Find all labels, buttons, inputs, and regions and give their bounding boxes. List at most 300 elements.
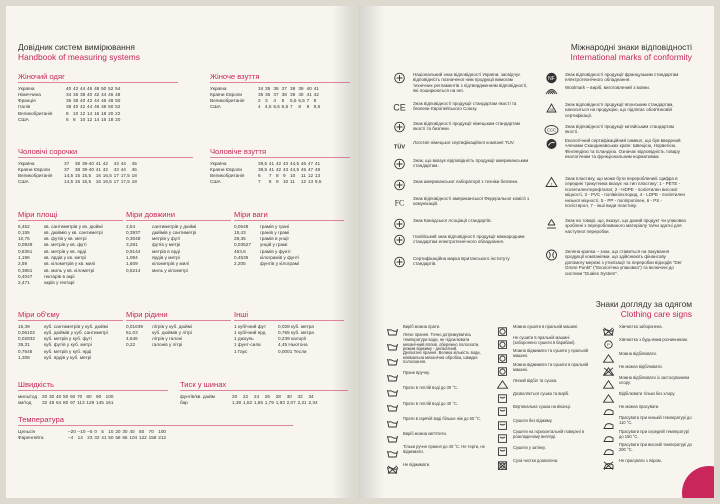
table-cell: 17,5 [120,179,130,185]
ukraine-conformity-mark-icon [392,72,407,84]
marks-title-ua: Міжнародні знаки відповідності [570,42,692,52]
table-cell: 70 [148,428,154,434]
section-rule [18,82,178,83]
conversion-value: 0,6214 [126,267,141,273]
non-chlorine-bleach-icon [602,390,615,399]
tyre-section [180,380,348,406]
section-title: Міри об'єму [18,310,60,319]
table-cell: 43 [282,166,289,172]
section-title: Міри рідини [126,310,168,319]
conversion-text: куб. дюймів у куб. сантиметрі [44,329,108,335]
table-cell: 44 [120,160,126,166]
page-title-ua: Довідник систем вимірювання [18,42,135,52]
table-row [18,400,115,406]
row-label: Україна [210,85,227,91]
table-cell: 26 [264,393,270,399]
care-description: Можна віджимати та сушити у пральній машині. [513,348,589,359]
care-description: Сушити на горизонтальній поверхні в розкладеному вигляді. [513,428,585,439]
table-cell: 42 [102,166,108,172]
table-cell: 8 [268,179,272,185]
table-cell: 17 [113,173,119,179]
length-section [126,210,231,274]
care-sign-item [496,416,594,427]
speed-section [18,380,168,406]
temperature-section [18,415,293,441]
table-cell: 50 [115,98,121,104]
table-cell: 8 [298,104,301,110]
table-cell: 14 [87,110,93,116]
care-description: Прати в теплій воді до 30 °С. [403,385,459,391]
table-cell: 97 [70,399,76,405]
table-cell: 54 [115,85,121,91]
conversion-text: грамів у фунті [260,248,291,254]
drip-dry-icon [496,417,509,426]
conversion-text: фунтів у кілограмі [260,261,300,267]
care-description: Хімчистка заборонена. [619,324,663,330]
table-cell: 64 [56,399,62,405]
table-cell: 5 [101,428,104,434]
row-label: Країни Європи [210,91,242,97]
men-shirts-section [18,147,193,186]
table-cell: 35 [265,85,271,91]
table-cell: 16,5 [102,179,112,185]
table-cell: 18 [101,110,107,116]
table-cell: 36 [66,98,72,104]
care-sign-item [496,389,594,400]
care-description: Відбілювати тільки без хлору. [619,391,676,397]
section-title: Міри довжини [126,210,175,219]
conversion-value: 1,308 [18,355,30,361]
care-sign-item [386,349,486,365]
conformity-mark-item [544,124,686,136]
women-shoes-section [210,72,350,111]
area-section [18,210,123,287]
table-cell: 68 [115,434,121,440]
table-cell: 44,5 [289,160,300,166]
table-cell: 17,5 [120,173,130,179]
conversion-value: 0,7646 [18,348,33,354]
table-cell: 47 [307,160,314,166]
section-title: Чоловічі сорочки [18,147,78,156]
care-title-ua: Знаки догляду за одягом [595,299,692,309]
table-cell: 42 [102,160,108,166]
table-cell: 5,5 [273,104,280,110]
care-description: Сушити без віджиму. [513,417,553,423]
table-cell: 16,5 [102,173,112,179]
table-cell: 41 [306,91,312,97]
table-cell: 1,79 [264,399,274,405]
table-cell: 37 [281,85,287,91]
table-cell: 9 [306,104,310,110]
care-description: Не можна прасувати. [619,404,660,410]
nordic-swan-icon [544,138,559,150]
table-cell: 1,65 [253,399,263,405]
conversion-value: 61,03 [126,329,138,335]
row-label: Україна [18,160,35,166]
table-cell: 40 [298,91,304,97]
table-cell: 6 [258,173,261,179]
table-cell: 10 [289,173,296,179]
conformity-mark-item [392,140,532,152]
table-cell: 16 [95,173,101,179]
wash-40-icon [386,399,399,408]
row-label: Німеччина [18,91,41,97]
conformity-mark-item [544,138,686,160]
care-description: Можна відбілювати із застосуванням хлору. [619,375,690,385]
table-cell: 129 [86,399,95,405]
conversion-table [126,324,194,349]
table-row [126,324,194,330]
tuv-mark-icon [392,140,407,152]
etl-mark-icon [392,179,407,191]
table-cell: 32 [42,399,48,405]
tumble-dry-high-icon [496,363,509,372]
care-sign-item [602,389,692,400]
care-description: Прати в теплій воді до 40 °С. [403,400,459,406]
table-cell: 80 [63,399,69,405]
conversion-text: акрів у гектарі [44,280,75,286]
table-cell: 39,5 [258,166,268,172]
care-sign-item [386,399,486,410]
wash-any-icon [386,323,399,332]
section-rule [126,220,231,221]
table-cell: 30 [122,428,128,434]
conversion-value: 0,3937 [126,229,141,235]
table-cell: 70 [77,393,83,399]
mark-description: Знак, що вказує відповідність продукції американським стандартам. [413,158,529,169]
table-row [210,104,322,110]
conversion-value: 16,39 [18,323,30,329]
row-label: Італія [18,104,31,110]
table-cell: 145 [95,399,104,405]
mark-description: Знак відповідності продукції французьким стандартам електротехнічного обладнання. [565,72,679,83]
table-cell: 35 [258,91,264,97]
table-cell: 41 [268,160,275,166]
no-steam-icon [602,457,615,466]
table-cell: 24 [253,393,260,399]
table-cell: 18 [131,179,137,185]
row-label: Великобританія [210,98,245,104]
conversion-text: 0,0001 Тесли [278,348,307,354]
care-sign-item [496,335,594,346]
table-cell: 42 [73,85,79,91]
table-cell: 48 [108,98,114,104]
conversion-text: 0,028 куб. метра [278,323,314,329]
conformity-mark-item [544,102,686,118]
fc-mark-icon [392,196,407,208]
care-description: Можна сушити в пральній машині. [513,324,579,330]
table-cell: 41 [314,160,321,166]
table-cell: –5 [87,428,93,434]
table-cell: 100 [158,428,167,434]
section-rule [126,320,231,321]
table-cell: 7 [258,179,261,185]
section-title: Швидкість [18,380,54,389]
table-cell: 86 [122,434,128,440]
table-cell: 16 [94,110,100,116]
row-label: Франція [18,98,36,104]
care-sign-item [602,429,692,440]
conversion-value: 453,6 [234,248,246,254]
mark-description: Знак американської лабораторії з техніки безпеки. [413,179,519,184]
tumble-dry-low-icon [496,336,509,345]
row-label: США [210,179,221,185]
table-cell: 39-40 [81,160,94,166]
ul-mark-icon [392,158,407,170]
conversion-value: 2,471 [18,280,30,286]
table-cell: 12 [80,110,86,116]
gs-mark-icon [392,121,407,133]
table-cell: 38 [80,91,86,97]
conversion-value: 0,22 [126,342,136,348]
table-cell: 41 [313,85,319,91]
table-cell: 36 [73,91,79,97]
volume-section [18,310,123,361]
table-cell: 38 [281,91,287,97]
section-rule [18,425,293,426]
table-cell: 36 [273,85,279,91]
table-cell: 39-40 [81,166,94,172]
conversion-value: 0,8361 [18,248,33,254]
no-bleach-icon [602,363,615,372]
table-cell: 46 [300,160,307,166]
left-page [6,6,354,498]
conversion-value: 2,59 [18,261,28,267]
mark-description: Екологічний сертифікаційний символ, що був введений членами Скандинавських країн: Швецією, Норвегією, Фінляндією та Ісландією. Означає відповідність товару екологічним та функціональним нормативам. [565,138,681,160]
dry-flat-icon [496,390,509,399]
conversion-value: 1 фунт-сила [234,342,261,348]
conversion-value: 0,0929 [18,242,33,248]
conversion-value: 1 кубічний фут [234,323,266,329]
care-description: Прати в гарячій воді більше ніж до 60 °С. [403,415,482,421]
conversion-value: 0,01639 [126,323,143,329]
table-row [234,261,301,267]
table-cell: 30 [286,393,292,399]
table-cell: 39,5 [258,160,268,166]
jis-mark-icon [544,102,559,114]
care-sign-item [602,402,692,413]
dry-in-shade-icon [496,430,509,439]
table-cell: 42 [80,104,86,110]
conversion-value: 3,281 [126,242,138,248]
mark-description: Знак відповідності продукції китайським стандартам якості. [565,124,675,135]
care-description: Прасувати при високій температурі до 200 °С. [619,442,692,452]
care-sign-item [496,402,594,413]
conformity-mark-item [544,72,686,84]
care-sign-item [386,368,486,379]
conversion-text: ярдів у метрі [152,255,180,261]
conformity-mark-item [544,176,686,208]
table-row [126,268,198,274]
section-title: Чоловіче взуття [210,147,267,156]
table-cell: 23 [87,434,93,440]
table-cell: 4 [273,98,276,104]
care-sign-item [496,376,594,387]
table-cell: 38 [290,85,296,91]
table-cell: 1,93 [275,399,285,405]
table-cell: 37 [64,160,70,166]
svg-text:CE: CE [393,102,406,113]
section-rule [180,390,348,391]
section-title: Міри площі [18,210,58,219]
mark-description: Знак відповідності американської Федеральної комісії з комунікацій. [413,196,530,207]
table-cell: 2,21 [297,399,307,405]
table-cell: 50 [101,85,107,91]
conversion-table [234,324,316,355]
conversion-value: 0,03527 [234,242,251,248]
conversion-value: 35,31 [18,342,30,348]
table-cell: 28 [275,393,281,399]
conversion-value: 0,9144 [126,248,141,254]
woolmark-icon [544,85,559,97]
conversion-text: кв. миль у кв. кілометрі [44,267,95,273]
tumble-dry-icon [496,323,509,332]
table-cell: 8 [66,110,69,116]
page-title-en: Handbook of measuring systems [18,52,140,62]
svg-text:JIS: JIS [548,108,555,112]
table-cell: 43 [113,160,119,166]
table-cell: –20 [68,428,76,434]
conversion-value: 0,0648 [234,223,249,229]
table-cell: 41 [95,166,101,172]
care-description: Не сушити в пральній машині (заборонено сушити в барабані). [513,335,576,345]
conformity-mark-item [544,249,686,276]
section-rule [210,82,350,83]
table-cell: 39 [290,91,296,97]
table-cell: 13 [307,179,314,185]
table-cell: 5,5 [290,98,297,104]
table-cell: 2,34 [308,399,318,405]
hand-wash-icon [386,369,399,378]
table-cell: 6 [66,117,69,123]
care-sign-item [386,322,486,333]
table-cell: 10 [282,179,289,185]
conversion-text: кв. метрів у кв. ярді [44,248,87,254]
table-cell: 50 [138,428,145,434]
conversion-value: 6,452 [18,223,30,229]
wash-gentle-40-icon [386,445,399,454]
care-sign-item [386,429,486,440]
conversion-text: сантиметрів у дюймі [152,223,197,229]
wash-30-icon [386,384,399,393]
men-shoes-section [210,147,350,186]
conformity-mark-item [392,218,532,230]
row-label: Україна [18,85,35,91]
table-cell: 42 [87,98,93,104]
row-label: США [18,179,29,185]
table-cell: 11 [300,173,306,179]
conversion-text: дюймів у сантиметрі [152,229,197,235]
table-cell: 9,5 [314,179,322,185]
table-cell: 47 [307,166,314,172]
table-cell: 42 [94,91,100,97]
section-rule [234,320,344,321]
iron-low-icon [602,417,615,426]
imq-mark-icon [392,234,407,246]
table-cell: 41 [95,160,101,166]
table-row [18,355,110,361]
table-row [18,394,115,400]
row-label: Країни Європи [210,166,242,172]
size-table [210,161,323,186]
any-solvent-icon [602,336,615,348]
wash-95-icon [386,430,399,439]
wash-delicate-icon [386,338,399,347]
table-cell: 32 [94,434,100,440]
table-cell: 46 [94,104,100,110]
care-description: Не можна відбілювати. [619,364,663,370]
conversion-text: кв. сантиметрів у кв. дюймі [44,223,103,229]
mark-description: Сертифікаційна марка Британського інституту стандартів. [413,256,510,267]
table-cell: 14 [77,434,83,440]
section-rule [18,157,193,158]
table-cell: 44 [101,91,107,97]
table-cell: 34 [258,85,264,91]
green-dot-icon [544,249,559,261]
table-cell: 48 [94,85,100,91]
conversion-text: грамів у грані [260,223,290,229]
conversion-text: гранів у грамі [260,229,290,235]
section-title: Жіночий одяг [18,72,65,81]
care-sign-item [602,416,692,427]
table-cell: 50 [108,104,114,110]
table-cell: 32 [297,393,303,399]
size-table [18,394,115,407]
table-cell: 34 [308,393,314,399]
conversion-table [126,224,198,274]
table-cell: 38 [74,160,81,166]
table-cell: 113 [77,399,85,405]
no-wash-icon [602,323,615,332]
recycle-icon [544,218,559,230]
conversion-value: 2,54 [126,223,136,229]
care-description: Можна віджимати та сушити в пральній машині. [513,361,589,372]
table-row [126,261,198,267]
conversion-text: 0,765 куб. метра [278,329,314,335]
care-description: Прасувати при середній температурі до 150 °С. [619,428,689,439]
conformity-mark-item [544,218,686,234]
svg-text:NF: NF [548,76,555,82]
table-cell: 15,5 [81,173,92,179]
conversion-value: 0,06102 [18,329,35,335]
care-description: Легке прання. Точно дотримуватись температури води, не підсилювати механічний вплив, обережно полоскати, режим віджиму - делікатний. [403,332,480,352]
conformity-mark-item [392,179,532,191]
conversion-text: миль у кілометрі [152,267,188,273]
care-sign-item [496,443,594,454]
table-cell: 38 [73,98,79,104]
weight-section [234,210,344,268]
conversion-table [234,224,301,268]
care-description: Хімчистка з будь-яким розчинником. [619,337,688,343]
table-cell: 38 [74,166,81,172]
nf-mark-icon [544,72,559,84]
conversion-table [18,324,110,362]
table-cell: 14,5 [64,173,74,179]
table-cell: 3 [265,98,268,104]
table-cell: 1,38 [232,399,242,405]
row-label: Великобританія [18,173,53,179]
table-cell: 39 [298,85,304,91]
wash-very-delicate-icon [386,353,399,362]
conformity-mark-item [392,121,532,133]
table-cell: 0 [94,428,97,434]
right-page [358,6,714,498]
table-cell: 40 [56,393,62,399]
table-cell: 90 [95,393,102,399]
row-label: Великобританія [18,110,53,116]
section-rule [18,390,168,391]
table-cell: 43 [282,160,289,166]
